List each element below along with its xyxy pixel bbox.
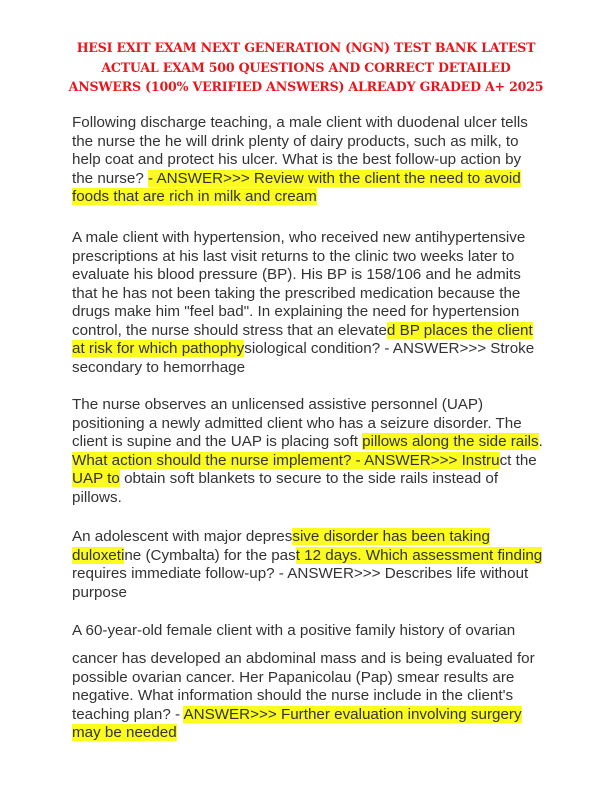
highlighted-text: ANSWER>>> Further evaluation involving surgery [183,705,522,723]
text-line [72,359,552,378]
text-line [72,547,552,566]
text-segment: . [538,433,543,450]
highlighted-text: foods that are rich in milk and cream [72,188,317,205]
text-segment: purpose [72,583,127,601]
highlighted-text: What action should the nurse implement? - ANSWER>>> Instru [72,451,500,469]
text-segment: siological condition? - ANSWER>>> Stroke [244,340,535,357]
text-segment: possible ovarian cancer. Her Papanicolau (Pap) smear results are [72,668,515,686]
text-line [72,452,552,471]
text-segment: prescriptions at his last visit returns to the clinic two weeks later to [72,247,515,265]
text-line [72,170,552,189]
text-segment: positioning a newly admitted client who has a seizure disorder. The [72,414,522,432]
text-segment: the nurse the he will drink plenty of dairy products, such as milk, to [72,132,519,150]
highlighted-text: duloxeti [72,546,125,564]
text-segment: that he has not been taking the prescribed medication because the [72,284,521,302]
text-line [72,706,552,725]
highlighted-text: UAP to [72,470,120,487]
text-segment: ne (Cymbalta) for the pas [124,546,296,564]
highlighted-text: pillows along the side rails [362,433,539,450]
question-5-continued [72,650,552,743]
text-segment: cancer has developed an abdominal mass and is being evaluated for [72,650,535,667]
title-line: HESI EXIT EXAM NEXT GENERATION (NGN) TEST BANK LATEST [76,40,536,55]
text-line [72,248,552,267]
text-line [72,133,552,152]
question-3 [72,396,552,507]
text-segment: help coat and protect his ulcer. What is the best follow-up action by [72,151,522,168]
text-line [72,188,552,207]
highlighted-text: at risk for which pathophy [72,340,245,357]
text-line [72,322,552,341]
text-segment: The nurse observes an unlicensed assistive personnel (UAP) [72,396,484,413]
text-segment: A 60-year-old female client with a positive family history of ovarian [72,622,516,639]
question-1 [72,114,552,207]
text-line [72,622,552,641]
title-line: ACTUAL EXAM 500 QUESTIONS AND CORRECT DETAILED [101,59,511,75]
text-segment: ct the [499,451,537,469]
text-segment: requires immediate follow-up? - ANSWER>>> Describes life without [72,565,529,582]
highlighted-text: t 12 days. Which assessment finding [295,546,543,564]
text-segment: obtain soft blankets to secure to the side rails instead of [119,470,499,487]
text-segment: A male client with hypertension, who received new antihypertensive [72,229,526,246]
text-line [72,415,552,434]
text-line [72,229,552,248]
highlighted-text: may be needed [72,724,177,741]
text-segment: evaluate his blood pressure (BP). His BP is 158/106 and he admits [72,266,521,283]
text-line [72,114,552,133]
highlighted-text: sive disorder has been taking [292,528,490,545]
text-segment: An adolescent with major depres [72,528,293,545]
document-title [0,38,612,97]
text-segment: pillows. [72,488,122,506]
text-line [72,303,552,322]
text-line [72,285,552,304]
text-segment: control, the nurse should stress that an elevate [72,321,387,339]
text-line [72,433,552,452]
text-segment: secondary to hemorrhage [72,358,246,376]
text-line [72,669,552,688]
text-line [72,489,552,508]
text-segment: drugs make him "feel bad". In explaining the need for hypertension [72,303,520,320]
text-segment: client is supine and the UAP is placing soft [72,433,363,450]
text-segment: the nurse? [72,169,148,187]
question-2 [72,229,552,377]
text-segment: negative. What information should the nurse include in the client's [72,687,514,704]
text-line [72,396,552,415]
text-segment: teaching plan? - [72,705,184,723]
text-line [72,151,552,170]
text-line [72,724,552,743]
text-line [72,528,552,547]
highlighted-text: - ANSWER>>> Review with the client the need to avoid [148,169,521,187]
question-4 [72,528,552,602]
text-line [72,584,552,603]
title-line: ANSWERS (100% VERIFIED ANSWERS) ALREADY GRADED A+ 2025 [68,79,544,94]
text-line [72,687,552,706]
text-line [72,340,552,359]
text-line [72,650,552,669]
text-line [72,266,552,285]
question-5-start [72,622,552,641]
highlighted-text: d BP places the client [386,321,533,339]
text-line [72,470,552,489]
text-segment: Following discharge teaching, a male client with duodenal ulcer tells [72,114,528,131]
text-line [72,565,552,584]
